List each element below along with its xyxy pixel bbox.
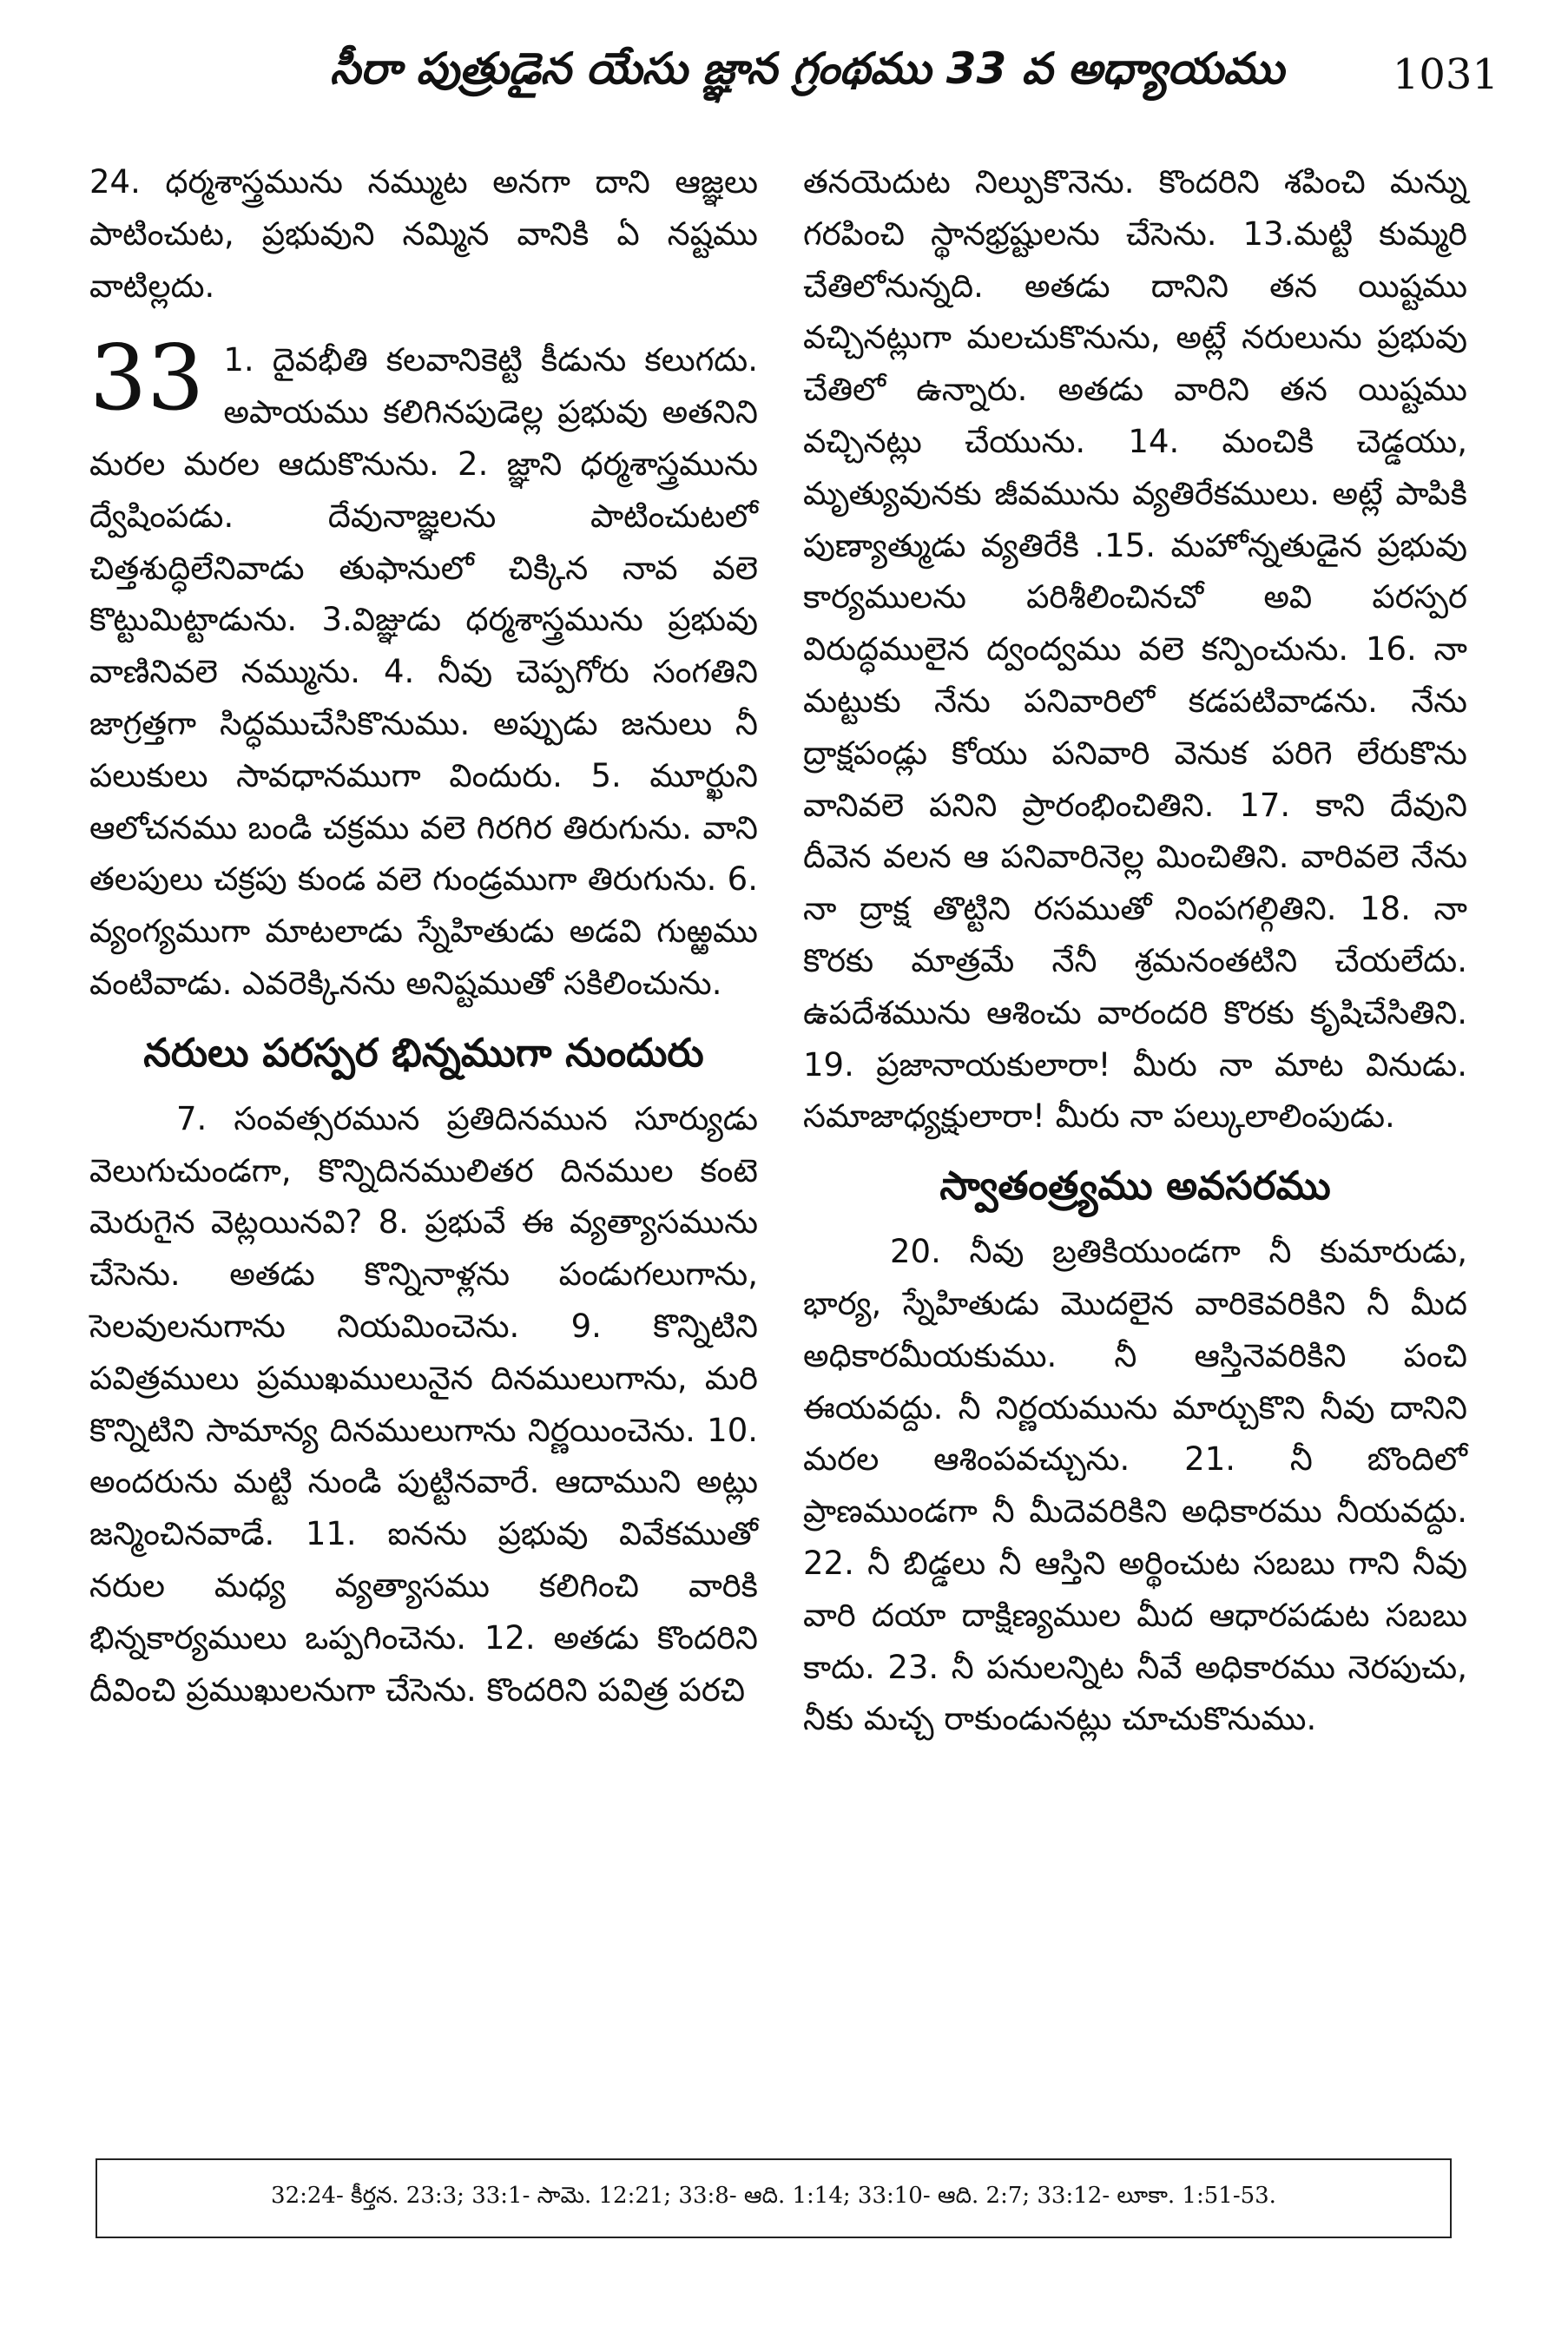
cross-reference-text: 32:24- కీర్తన. 23:3; 33:1- సామె. 12:21; 33:8- ఆది. 1:14; 33:10- ఆది. 2:7; 33:12- లూకా. 1:51-53. (271, 2183, 1276, 2209)
page-number: 1031 (1392, 50, 1499, 99)
chapter-paragraph (89, 325, 758, 1009)
verse-paragraph: తనయెదుట నిల్పుకొనెను. కొందరిని శపించి మన్ను గరపించి స్థానభ్రష్టులను చేసెను. 13.మట్టి కుమ్మరి చేతిలోనున్నది. అతడు దానిని తన యిష్టము వచ్చినట్లుగా మలచుకొనును, అట్లే నరులును ప్రభువు చేతిలో ఉన్నారు. అతడు వారిని తన యిష్టము వచ్చినట్లు చేయును. 14. మంచికి చెడ్డయు, మృత్యువునకు జీవమును వ్యతిరేకములు. అట్లే పాపికి పుణ్యాత్ముడు వ్యతిరేకి .15. మహోన్నతుడైన ప్రభువు కార్యములను పరిశీలించినచో అవి పరస్పర విరుద్ధములైన ద్వంద్వము వలె కన్పించును. 16. నా మట్టుకు నేను పనివారిలో కడపటివాడను. నేను ద్రాక్షపండ్లు కోయు పనివారి వెనుక పరిగె లేరుకొను వానివలె పనిని ప్రారంభించితిని. 17. కాని దేవుని దీవెన వలన ఆ పనివారినెల్ల మించితిని. వారివలె నేను నా ద్రాక్ష తొట్టిని రసముతో నింపగల్గితిని. 18. నా కొరకు మాత్రమే నేనీ శ్రమనంతటిని చేయలేదు. ఉపదేశమును ఆశించు వారందరి కొరకు కృషిచేసితిని. 19. ప్రజానాయకులారా! మీరు నా మాట వినుడు. సమాజాధ్యక్షులారా! మీరు నా పల్కులాలింపుడు. (803, 163, 1467, 1136)
verse-paragraph: 24. ధర్మశాస్త్రమును నమ్ముట అనగా దాని ఆజ్ఞలు పాటించుట, ప్రభువుని నమ్మిన వానికి ఏ నష్టము వాటిల్లదు. (89, 163, 758, 305)
verse-paragraph: 20. నీవు బ్రతికియుండగా నీ కుమారుడు, భార్య, స్నేహితుడు మొదలైన వారికెవరికిని నీ మీద అధికారమీయకుము. నీ ఆస్తినెవరికిని పంచి ఈయవద్దు. నీ నిర్ణయమును మార్చుకొని నీవు దానిని మరల ఆశింపవచ్చును. 21. నీ బొందిలో ప్రాణముండగా నీ మీదెవరికిని అధికారము నీయవద్దు. 22. నీ బిడ్డలు నీ ఆస్తిని అర్థించుట సబబు గాని నీవు వారి దయా దాక్షిణ్యముల మీద ఆధారపడుట సబబు కాదు. 23. నీ పనులన్నిట నీవే అధికారము నెరపుచు, నీకు మచ్చ రాకుండునట్లు చూచుకొనుము. (803, 1233, 1467, 1738)
chapter-number: 33 (89, 325, 205, 432)
section-heading: నరులు పరస్పర భిన్నముగా నుందురు (143, 1029, 704, 1076)
page-title: సీరా పుత్రుడైన యేసు జ్ఞాన గ్రంథము 33 వ అధ్యాయము (330, 43, 1285, 94)
section-heading: స్వాతంత్ర్యము అవసరము (939, 1163, 1331, 1209)
page-header (87, 35, 1499, 113)
verse-paragraph: 7. సంవత్సరమున ప్రతిదినమున సూర్యుడు వెలుగుచుండగా, కొన్నిదినములితర దినముల కంటె మెరుగైన వెట్లయినవి? 8. ప్రభువే ఈ వ్యత్యాసమును చేసెను. అతడు కొన్నినాళ్లను పండుగలుగాను, సెలవులనుగాను నియమించెను. 9. కొన్నిటిని పవిత్రములు ప్రముఖములునైన దినములుగాను, మరి కొన్నిటిని సామాన్య దినములుగాను నిర్ణయించెను. 10. అందరును మట్టి నుండి పుట్టినవారే. ఆదాముని అట్లు జన్మించినవాడే. 11. ఐనను ప్రభువు వివేకముతో నరుల మధ్య వ్యత్యాసము కలిగించి వారికి భిన్నకార్యములు ఒప్పగించెను. 12. అతడు కొందరిని దీవించి ప్రముఖులనుగా చేసెను. కొందరిని పవిత్ర పరచి (89, 1099, 758, 1709)
right-column (803, 156, 1467, 1745)
cross-reference-box (96, 2158, 1452, 2238)
left-column (89, 156, 758, 1716)
chapter-text: 1. దైవభీతి కలవానికెట్టి కీడును కలుగదు. అపాయము కలిగినపుడెల్ల ప్రభువు అతనిని మరల మరల ఆదుకొనును. 2. జ్ఞాని ధర్మశాస్త్రమును ద్వేషింపడు. దేవునాజ్ఞలను పాటించుటలో చిత్తశుద్ధిలేనివాడు తుఫానులో చిక్కిన నావ వలె కొట్టుమిట్టాడును. 3.విజ్ఞుడు ధర్మశాస్త్రమును ప్రభువు వాణినివలె నమ్మును. 4. నీవు చెప్పగోరు సంగతిని జాగ్రత్తగా సిద్ధముచేసికొనుము. అప్పుడు జనులు నీ పలుకులు సావధానముగా విందురు. 5. మూర్ఖుని ఆలోచనము బండి చక్రము వలె గిరగిర తిరుగును. వాని తలపులు చక్రపు కుండ వలె గుండ్రముగా తిరుగును. 6. వ్యంగ్యముగా మాటలాడు స్నేహితుడు అడవి గుఱ్ఱము వంటివాడు. ఎవరెక్కినను అనిష్టముతో సకిలించును. (89, 341, 758, 1002)
